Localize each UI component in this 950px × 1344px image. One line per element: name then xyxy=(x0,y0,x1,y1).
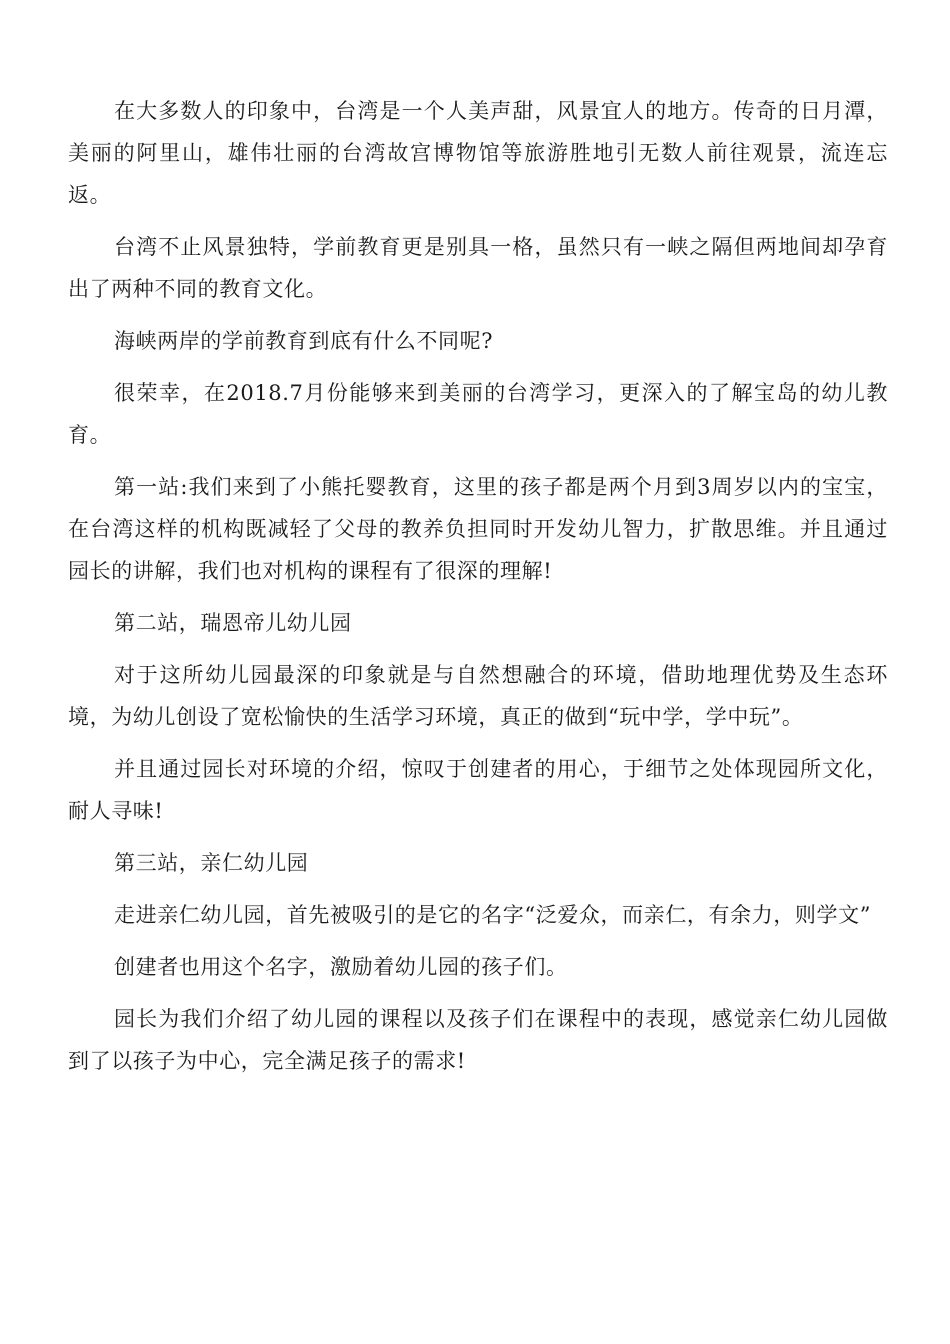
paragraph-visit-2018: 很荣幸，在2018.7月份能够来到美丽的台湾学习，更深入的了解宝岛的幼儿教育。 xyxy=(68,381,888,447)
paragraph-intro-taiwan: 在大多数人的印象中，台湾是一个人美声甜，风景宜人的地方。传奇的日月潭，美丽的阿里山，雄伟壮丽的台湾故宫博物馆等旅游胜地引无数人前往观景，流连忘返。 xyxy=(68,99,888,207)
heading-second-stop: 第二站，瑞恩帝儿幼儿园 xyxy=(114,611,352,635)
paragraph-first-stop: 第一站:我们来到了小熊托婴教育，这里的孩子都是两个月到3周岁以内的宝宝，在台湾这样的机构既减轻了父母的教养负担同时开发幼儿智力，扩散思维。并且通过园长的讲解，我们也对机构的课程有了很深的理解! xyxy=(68,475,888,583)
paragraph-question: 海峡两岸的学前教育到底有什么不同呢? xyxy=(114,329,494,353)
paragraph-second-stop-environment: 对于这所幼儿园最深的印象就是与自然想融合的环境，借助地理优势及生态环境，为幼儿创设了宽松愉快的生活学习环境，真正的做到“玩中学，学中玩”。 xyxy=(68,663,888,729)
heading-third-stop: 第三站，亲仁幼儿园 xyxy=(114,851,309,875)
paragraph-preschool-education: 台湾不止风景独特，学前教育更是别具一格，虽然只有一峡之隔但两地间却孕育出了两种不同的教育文化。 xyxy=(68,235,888,301)
paragraph-third-stop-founder: 创建者也用这个名字，激励着幼儿园的孩子们。 xyxy=(114,955,568,979)
document-page xyxy=(68,90,888,1082)
paragraph-third-stop-name: 走进亲仁幼儿园，首先被吸引的是它的名字“泛爱众，而亲仁，有余力，则学文” xyxy=(114,903,872,927)
paragraph-third-stop-curriculum: 园长为我们介绍了幼儿园的课程以及孩子们在课程中的表现，感觉亲仁幼儿园做到了以孩子为中心，完全满足孩子的需求! xyxy=(68,1007,888,1073)
paragraph-second-stop-principal: 并且通过园长对环境的介绍，惊叹于创建者的用心，于细节之处体现园所文化，耐人寻味! xyxy=(68,757,888,823)
